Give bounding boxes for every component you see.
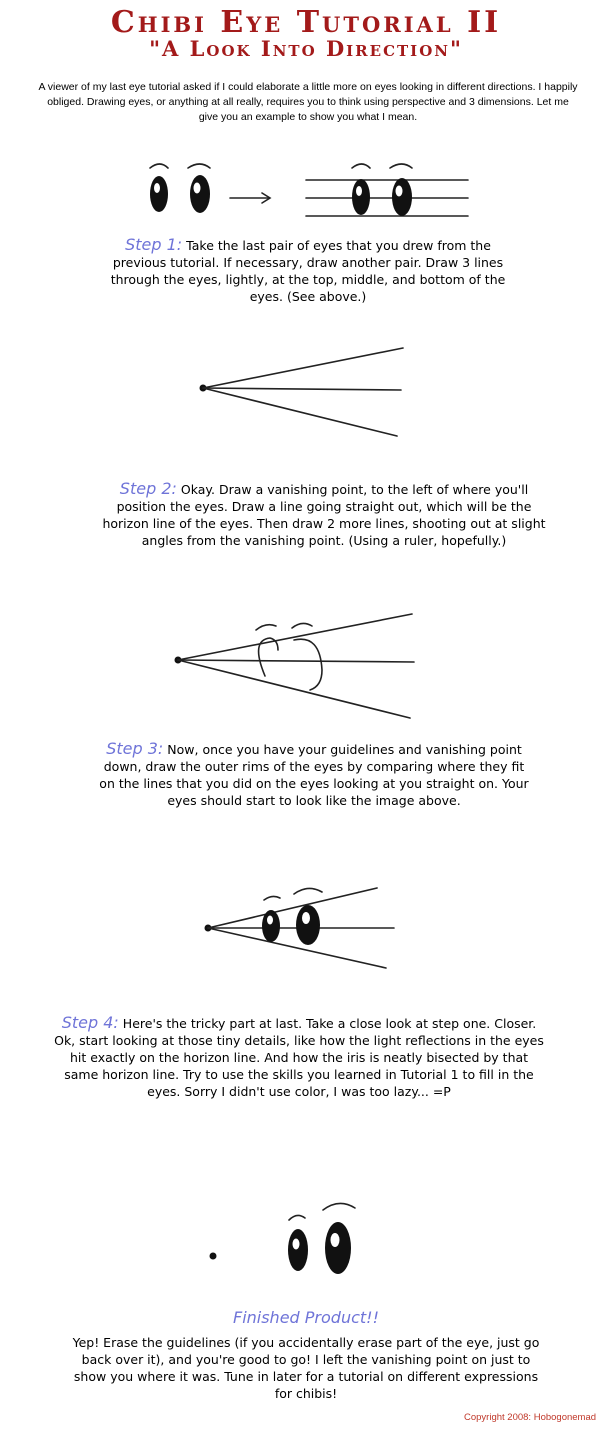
copyright-notice: Copyright 2008: Hobogonemad xyxy=(464,1412,597,1423)
eye-pair-plain xyxy=(150,164,210,213)
finished-heading: Finished Product!! xyxy=(232,1308,379,1327)
step-2 xyxy=(98,480,550,549)
step-3-text: Now, once you have your guidelines and vanishing point down, draw the outer rims of the eyes by comparing where they fit on the lines that you did on the eyes looking at you straight on. Your eyes should start to look like the image above. xyxy=(99,742,529,808)
tutorial-subtitle: "A Look Into Direction" xyxy=(149,36,463,61)
step-3 xyxy=(98,740,530,809)
step-1 xyxy=(98,236,518,305)
tutorial-title: Chibi Eye Tutorial II xyxy=(110,5,502,40)
intro-paragraph: A viewer of my last eye tutorial asked if I could elaborate a little more on eyes looking in different directions. I happily obliged. Drawing eyes, or anything at all really, requires you to think using perspective and 3 dimensions. Let me give you an example to show you what I mean. xyxy=(38,81,578,123)
step1-figure xyxy=(130,150,490,230)
step-4-label: Step 4: xyxy=(61,1013,119,1032)
step2-figure xyxy=(195,340,415,450)
arrow-icon xyxy=(230,193,270,203)
step3-figure xyxy=(170,610,420,730)
step-3-label: Step 3: xyxy=(106,739,164,758)
step-4-text: Here's the tricky part at last. Take a close look at step one. Closer. Ok, start looking at those tiny details, like how the light reflections in the eyes hit exactly on the horizon line. And how the iris is neatly bisected by that same horizon line. Try to use the skills you learned in Tutorial 1 to fill in the eyes. Sorry I didn't use color, I was too lazy... =P xyxy=(54,1016,544,1099)
step-2-text: Okay. Draw a vanishing point, to the left of where you'll position the eyes. Draw a line going straight out, which will be the horizon line of the eyes. Then draw 2 more lines, shooting out at slight angles from the vanishing point. (Using a ruler, hopefully.) xyxy=(102,482,546,548)
step4-figure xyxy=(200,880,400,975)
step-1-text: Take the last pair of eyes that you drew from the previous tutorial. If necessary, draw another pair. Draw 3 lines through the eyes, lightly, at the top, middle, and bottom of the eyes. (See above.) xyxy=(110,238,506,304)
step-2-label: Step 2: xyxy=(119,479,177,498)
eye-pair-guided xyxy=(306,164,468,216)
step-4 xyxy=(52,1014,546,1100)
finished-figure xyxy=(205,1190,375,1290)
vanishing-point xyxy=(210,1253,217,1260)
step-1-label: Step 1: xyxy=(125,235,183,254)
finished-text: Yep! Erase the guidelines (if you accidentally erase part of the eye, just go back over it), and you're good to go! I left the vanishing point on just to show you where it was. Tune in later for a tutorial on different expressions for chibis! xyxy=(72,1335,540,1401)
